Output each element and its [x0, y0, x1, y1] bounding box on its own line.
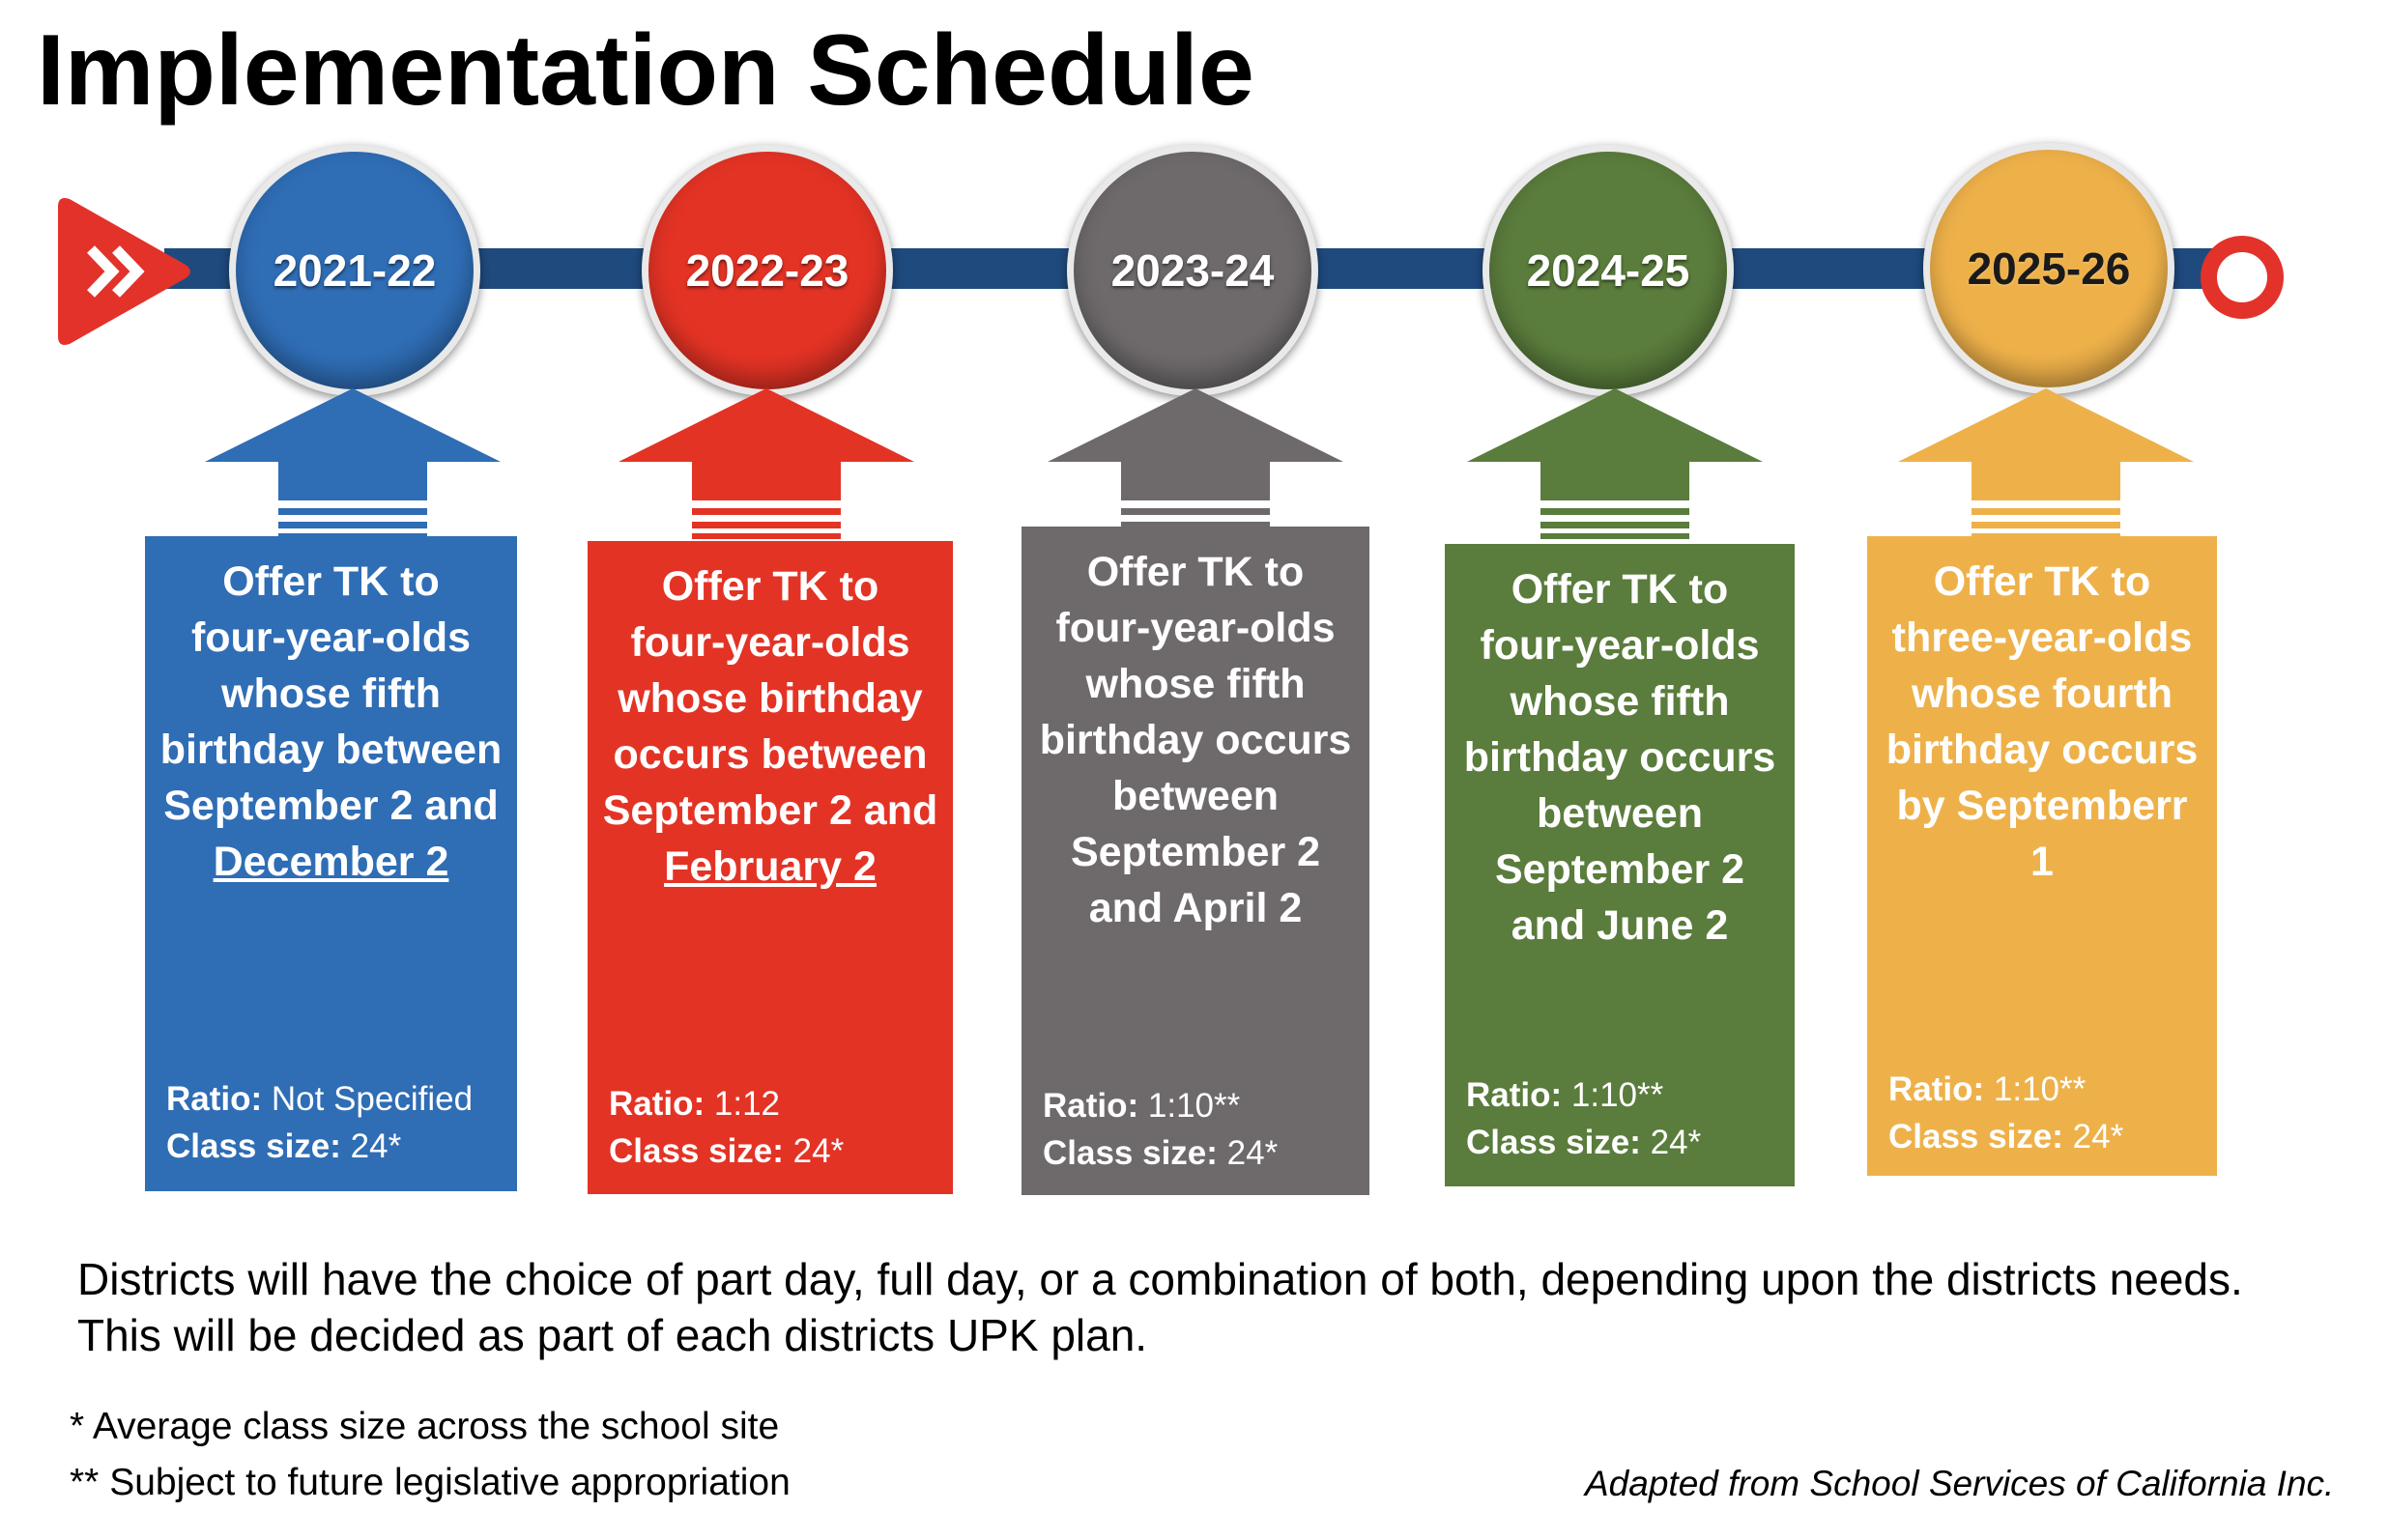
ratio-label: Ratio: — [1466, 1076, 1563, 1114]
description-line: whose fifth — [221, 670, 441, 717]
ratio-label: Ratio: — [1043, 1087, 1139, 1125]
description-line: by Septemberr 1 — [1896, 783, 2188, 885]
description-line: birthday occurs — [1039, 717, 1352, 763]
note-line: This will be decided as part of each districts UPK plan. — [77, 1310, 1148, 1360]
class-size-label: Class size: — [609, 1132, 784, 1170]
phase-meta — [1888, 1066, 2123, 1160]
class-size-label: Class size: — [1888, 1118, 2063, 1155]
description-line: September 2 — [1070, 829, 1321, 875]
up-arrow-icon — [617, 386, 916, 541]
description-line: three-year-olds — [1891, 614, 2193, 661]
year-circle-2025-26 — [1923, 143, 2174, 394]
phase-card-2023-24 — [1022, 527, 1369, 1195]
ratio-value: Not Specified — [271, 1080, 474, 1118]
year-circle-2024-25 — [1482, 145, 1734, 396]
phase-description — [1881, 554, 2203, 890]
phase-card-2022-23 — [588, 541, 953, 1194]
ratio-value: 1:10** — [1570, 1076, 1664, 1114]
description-line: birthday occurs — [1463, 734, 1776, 781]
page-title: Implementation Schedule — [37, 14, 1254, 127]
phase-card-2025-26 — [1867, 536, 2217, 1176]
ratio-label: Ratio: — [166, 1080, 263, 1118]
class-size-label: Class size: — [166, 1127, 341, 1165]
description-line: between — [1536, 790, 1704, 837]
year-circle-2021-22 — [229, 145, 480, 396]
description-line: September 2 and — [163, 783, 499, 829]
year-label: 2022-23 — [685, 245, 849, 296]
phase-meta — [166, 1075, 473, 1170]
description-line: Offer TK to — [661, 563, 879, 610]
year-circle-2023-24 — [1067, 145, 1318, 396]
phase-meta — [609, 1080, 844, 1175]
description-line: Offer TK to — [222, 558, 440, 605]
class-size-value: 24* — [2072, 1118, 2124, 1155]
up-arrow-icon — [203, 386, 503, 541]
description-line: four-year-olds — [1055, 605, 1336, 651]
description-line: Offer TK to — [1511, 566, 1729, 613]
description-line: between — [1111, 773, 1280, 819]
class-size-value: 24* — [792, 1132, 845, 1170]
description-line: September 2 and — [602, 787, 938, 834]
description-line: and April 2 — [1088, 885, 1303, 931]
class-size-label: Class size: — [1466, 1124, 1641, 1161]
year-circle-2022-23 — [642, 145, 893, 396]
description-line: Offer TK to — [1933, 558, 2151, 605]
description-line: birthday occurs — [1885, 727, 2199, 773]
phase-description — [158, 554, 504, 890]
phase-meta — [1466, 1071, 1701, 1166]
phase-description — [1458, 561, 1781, 954]
up-arrow-icon — [1896, 386, 2196, 541]
ratio-value: 1:12 — [713, 1085, 781, 1123]
districts-note — [77, 1251, 2243, 1363]
description-line: four-year-olds — [630, 619, 910, 666]
timeline-end-marker — [2201, 236, 2284, 319]
ratio-value: 1:10** — [1147, 1087, 1241, 1125]
class-size-label: Class size: — [1043, 1134, 1218, 1172]
description-line: and June 2 — [1511, 902, 1729, 949]
description-line: whose birthday — [618, 675, 923, 722]
year-label: 2024-25 — [1526, 245, 1690, 296]
up-arrow-icon — [1046, 386, 1345, 541]
ratio-value: 1:10** — [1993, 1070, 2087, 1108]
ratio-label: Ratio: — [1888, 1070, 1985, 1108]
footnote-legislative-appropriation: ** Subject to future legislative appropriation — [70, 1462, 791, 1503]
phase-description — [601, 558, 939, 895]
description-line: four-year-olds — [190, 614, 472, 661]
description-line: whose fifth — [1510, 678, 1730, 725]
footnote-average-class-size: * Average class size across the school site — [70, 1406, 780, 1447]
description-line: September 2 — [1494, 846, 1745, 893]
description-line: Offer TK to — [1086, 549, 1305, 595]
phase-description — [1035, 544, 1356, 936]
description-underlined-date: February 2 — [664, 843, 877, 890]
year-label: 2023-24 — [1110, 245, 1275, 296]
class-size-value: 24* — [1226, 1134, 1279, 1172]
class-size-value: 24* — [350, 1127, 402, 1165]
class-size-value: 24* — [1650, 1124, 1702, 1161]
description-line: four-year-olds — [1480, 622, 1760, 669]
description-line: birthday between — [159, 727, 503, 773]
year-label: 2025-26 — [1967, 243, 2131, 294]
phase-card-2024-25 — [1445, 544, 1795, 1186]
description-line: whose fifth — [1085, 661, 1306, 707]
source-credit: Adapted from School Services of California Inc. — [1585, 1464, 2335, 1503]
double-chevron-right-icon — [50, 189, 195, 354]
description-underlined-date: December 2 — [213, 839, 449, 885]
description-line: whose fourth — [1912, 670, 2173, 717]
phase-card-2021-22 — [145, 536, 517, 1191]
ratio-label: Ratio: — [609, 1085, 705, 1123]
year-label: 2021-22 — [273, 245, 437, 296]
description-line: occurs between — [613, 731, 928, 778]
up-arrow-icon — [1465, 386, 1765, 541]
note-line: Districts will have the choice of part day, full day, or a combination of both, depending upon the districts needs. — [77, 1254, 2243, 1304]
phase-meta — [1043, 1082, 1278, 1177]
